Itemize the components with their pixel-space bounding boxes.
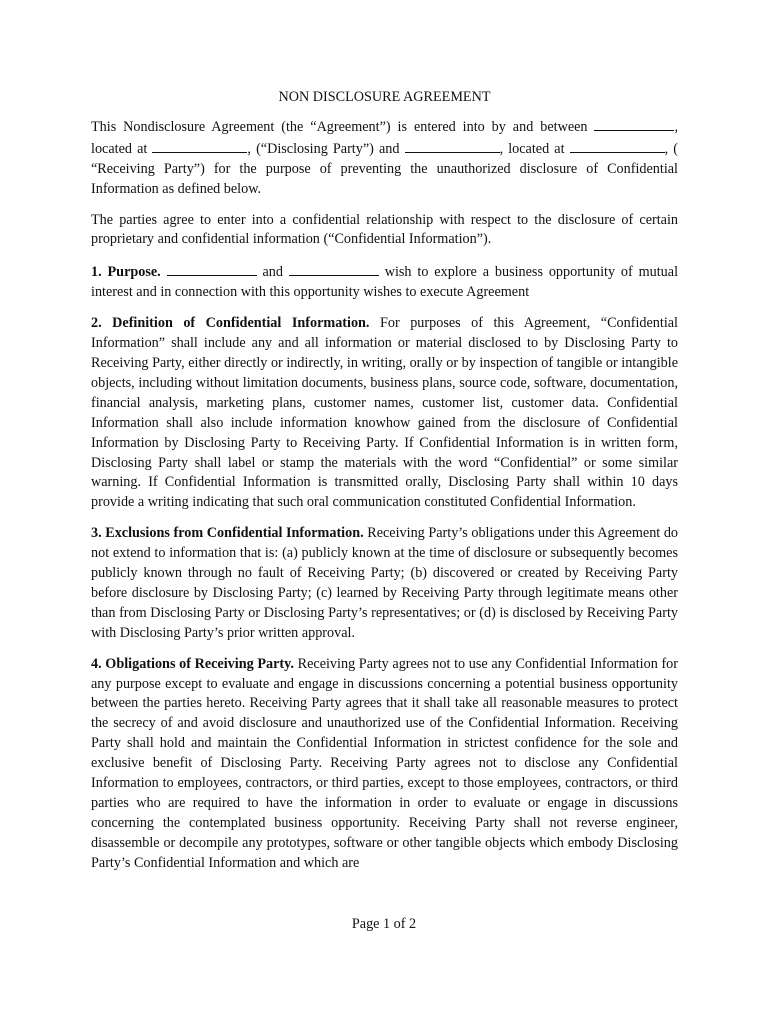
purpose-text: wish to explore a business opportunity of mutual interest and in connection with this opportunity wishes to execute Agreement: [91, 264, 679, 301]
definition-heading: 2. Definition of Confidential Information.: [91, 315, 370, 332]
section-exclusions: [91, 524, 678, 643]
intro-text-5: , ( “Receiving Party”) for the purpose of preventing the unauthorized disclosure of Confidential Information as defined below.: [91, 140, 679, 197]
party-name-blank-2: [405, 138, 500, 153]
definition-text: For purposes of this Agreement, “Confidential Information” shall include any and all information or material disclosed to by Disclosing Party to Receiving Party, either directly or indirectly, in writing, orally or by inspection of tangible or intangible objects, including without limitation documents, business plans, source code, software, documentation, financial analysis, marketing plans, customer names, customer list, customer data. Confidential Information shall also include information knowhow gained from the disclosure of Confidential Information by Disclosing Party to Receiving Party. If Confidential Information is in written form, Disclosing Party shall label or stamp the materials with the word “Confidential” or some similar warning. If Confidential Information is transmitted orally, Disclosing Party shall within 10 days provide a writing indicating that such oral communication constituted Confidential Information.: [91, 315, 678, 511]
exclusions-text: Receiving Party’s obligations under this Agreement do not extend to information that is: (a) publicly known at the time of disclosure or subsequently becomes publicly known through no fault of Receiving Party; (b) discovered or created by Receiving Party before disclosure by Disclosing Party; (c) learned by Receiving Party through legitimate means other than from Disclosing Party or Disclosing Party’s representatives; or (d) is disclosed by Receiving Party with Disclosing Party’s prior written approval.: [91, 525, 679, 641]
address-blank-2: [570, 138, 665, 153]
parties-paragraph: The parties agree to enter into a confidential relationship with respect to the disclosure of certain proprietary and confidential information (“Confidential Information”).: [91, 211, 678, 248]
intro-text-1: This Nondisclosure Agreement (the “Agreement”) is entered into by and between: [91, 118, 588, 135]
intro-paragraph: [91, 116, 678, 200]
purpose-party-blank-2: [289, 261, 379, 276]
intro-text-3: , (“Disclosing Party”) and: [247, 140, 400, 157]
intro-text-4: , located at: [499, 140, 565, 157]
exclusions-heading: 3. Exclusions from Confidential Information.: [91, 525, 364, 542]
obligations-heading: 4. Obligations of Receiving Party.: [91, 655, 294, 672]
page-number: Page 1 of 2: [351, 916, 417, 932]
obligations-text: Receiving Party agrees not to use any Confidential Information for any purpose except to evaluate and engage in discussions concerning a potential business opportunity between the parties hereto. Receiving Party agrees that it shall take all reasonable measures to protect the secrecy of and avoid disclosure and unauthorized use of the Confidential Information. Receiving Party shall hold and maintain the Confidential Information in strictest confidence for the sole and exclusive benefit of Disclosing Party. Receiving Party agrees not to disclose any Confidential Information to employees, contractors, or third parties, except to those employees, contractors, or third parties who are required to have the information in order to evaluate or engage in discussions concerning the contemplated business opportunity. Receiving Party shall not reverse engineer, disassemble or decompile any prototypes, software or other tangible objects which embody Disclosing Party’s Confidential Information and which are: [91, 655, 678, 871]
section-definition: [91, 314, 678, 513]
document-page: [91, 88, 678, 885]
purpose-party-blank-1: [167, 261, 257, 276]
purpose-heading: 1. Purpose.: [91, 264, 161, 281]
document-title: NON DISCLOSURE AGREEMENT: [278, 89, 491, 105]
section-obligations: [91, 655, 678, 874]
purpose-and: and: [262, 264, 283, 281]
intro-text-2: , located at: [91, 118, 679, 157]
party-name-blank-1: [594, 116, 674, 131]
address-blank-1: [152, 138, 247, 153]
section-purpose: [91, 261, 678, 303]
